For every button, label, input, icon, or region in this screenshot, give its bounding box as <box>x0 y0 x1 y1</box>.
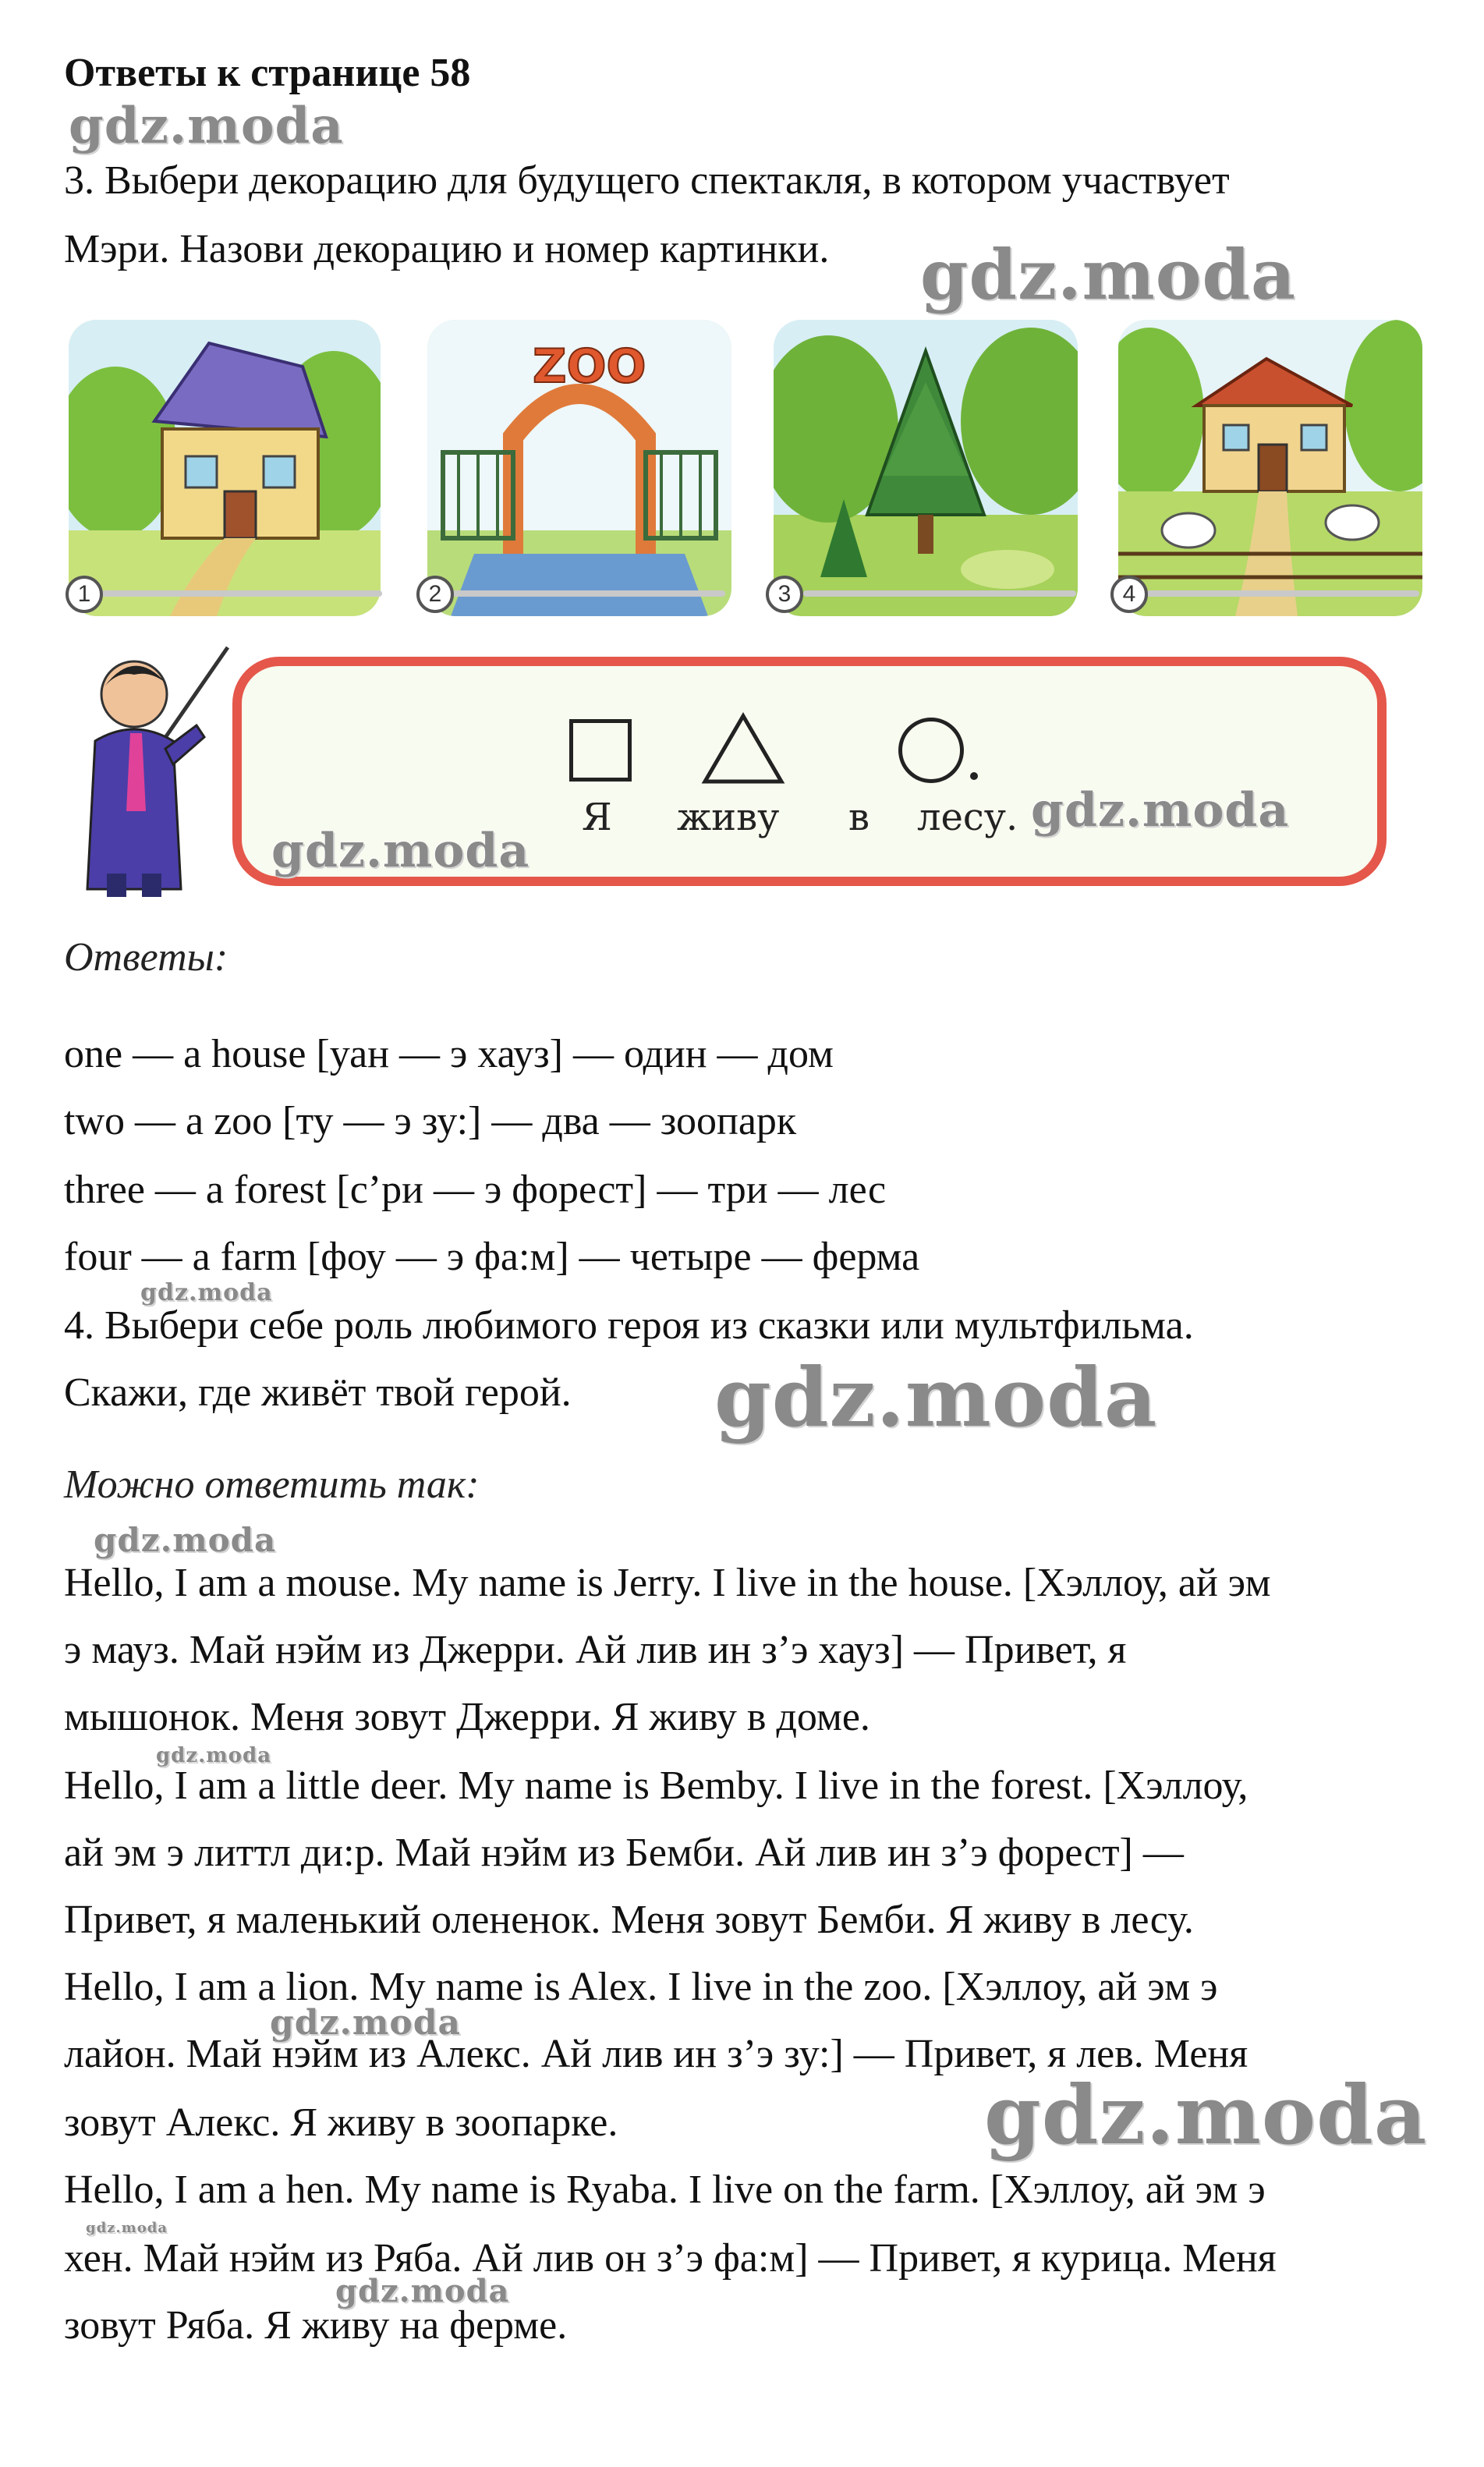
watermark: gdz.moda <box>94 1521 277 1559</box>
speech-word-4: лесу. <box>917 796 1018 839</box>
example-line: Привет, я маленький олененок. Меня зовут Бемби. Я живу в лесу. <box>64 1898 1194 1942</box>
speech-word-3: в <box>848 796 870 839</box>
picture-number-4: 4 <box>1110 576 1148 613</box>
watermark: gdz.moda <box>984 2067 1428 2163</box>
forest-illustration <box>774 320 1078 616</box>
teacher-illustration <box>64 640 243 897</box>
watermark: gdz.moda <box>920 234 1297 315</box>
farm-illustration <box>1118 320 1422 616</box>
number-underline <box>803 590 1076 597</box>
number-underline <box>101 590 382 597</box>
watermark: gdz.moda <box>156 1744 272 1767</box>
example-line: Hello, I am a little deer. My name is Bemby. I live in the forest. [Хэллоу, <box>64 1763 1248 1808</box>
answer-line-1: one — a house [уан — э хауз] — один — дом <box>64 1032 834 1076</box>
watermark: gdz.moda <box>270 2003 462 2043</box>
zoo-picture <box>427 320 731 616</box>
answers-heading: Ответы: <box>64 935 228 980</box>
watermark: gdz.moda <box>335 2273 510 2309</box>
task3-line2: Мэри. Назови декорацию и номер картинки. <box>64 227 830 271</box>
period-dot <box>970 772 978 780</box>
example-line: ай эм э литтл ди:р. Май нэйм из Бемби. Ай лив ин з’э форест] — <box>64 1831 1184 1875</box>
example-line: Hello, I am a mouse. My name is Jerry. I live in the house. [Хэллоу, ай эм <box>64 1561 1271 1605</box>
watermark: gdz.moda <box>1031 783 1290 838</box>
farm-picture <box>1118 320 1422 616</box>
triangle-shape <box>700 711 786 786</box>
answer-line-3: three — a forest [с’ри — э форест] — три — лес <box>64 1168 887 1212</box>
number-underline <box>452 590 725 597</box>
picture-number-3: 3 <box>766 576 803 613</box>
number-underline <box>1146 590 1419 597</box>
picture-number-2: 2 <box>416 576 454 613</box>
watermark: gdz.moda <box>140 1279 273 1306</box>
page-title: Ответы к странице 58 <box>64 51 471 95</box>
example-line: зовут Алекс. Я живу в зоопарке. <box>64 2100 618 2145</box>
circle-shape <box>898 718 964 783</box>
answer-line-4: four — a farm [фоу — э фа:м] — четыре — ферма <box>64 1235 920 1279</box>
example-line: лайон. Май нэйм из Алекс. Ай лив ин з’э зу:] — Привет, я лев. Меня <box>64 2032 1248 2076</box>
house-illustration <box>69 320 381 616</box>
task4-line2: Скажи, где живёт твой герой. <box>64 1370 572 1415</box>
house-picture <box>69 320 381 616</box>
square-shape <box>569 719 632 782</box>
task3-line1: 3. Выбери декорацию для будущего спектакля, в котором участвует <box>64 158 1230 203</box>
example-line: зовут Ряба. Я живу на ферме. <box>64 2303 568 2348</box>
example-line: мышонок. Меня зовут Джерри. Я живу в доме. <box>64 1695 870 1739</box>
watermark: gdz.moda <box>271 824 530 878</box>
zoo-sign: ZOO <box>533 339 646 394</box>
watermark: gdz.moda <box>69 97 344 155</box>
watermark: gdz.moda <box>86 2220 168 2236</box>
example-line: э мауз. Май нэйм из Джерри. Ай лив ин з’э хауз] — Привет, я <box>64 1628 1127 1672</box>
speech-word-2: живу <box>677 796 780 839</box>
answer-line-2: two — a zoo [ту — э зу:] — два — зоопарк <box>64 1099 797 1143</box>
watermark: gdz.moda <box>714 1349 1158 1445</box>
task4-line1: 4. Выбери себе роль любимого героя из сказки или мультфильма. <box>64 1303 1194 1348</box>
speech-word-1: Я <box>582 796 612 839</box>
forest-picture <box>774 320 1078 616</box>
example-line: Hello, I am a lion. My name is Alex. I live in the zoo. [Хэллоу, ай эм э <box>64 1965 1218 2009</box>
zoo-illustration <box>427 320 731 616</box>
example-line: хен. Май нэйм из Ряба. Ай лив он з’э фа:м] — Привет, я курица. Меня <box>64 2236 1277 2281</box>
possible-answer-heading: Можно ответить так: <box>64 1462 480 1507</box>
picture-number-1: 1 <box>66 576 103 613</box>
example-line: Hello, I am a hen. My name is Ryaba. I live on the farm. [Хэллоу, ай эм э <box>64 2167 1266 2212</box>
